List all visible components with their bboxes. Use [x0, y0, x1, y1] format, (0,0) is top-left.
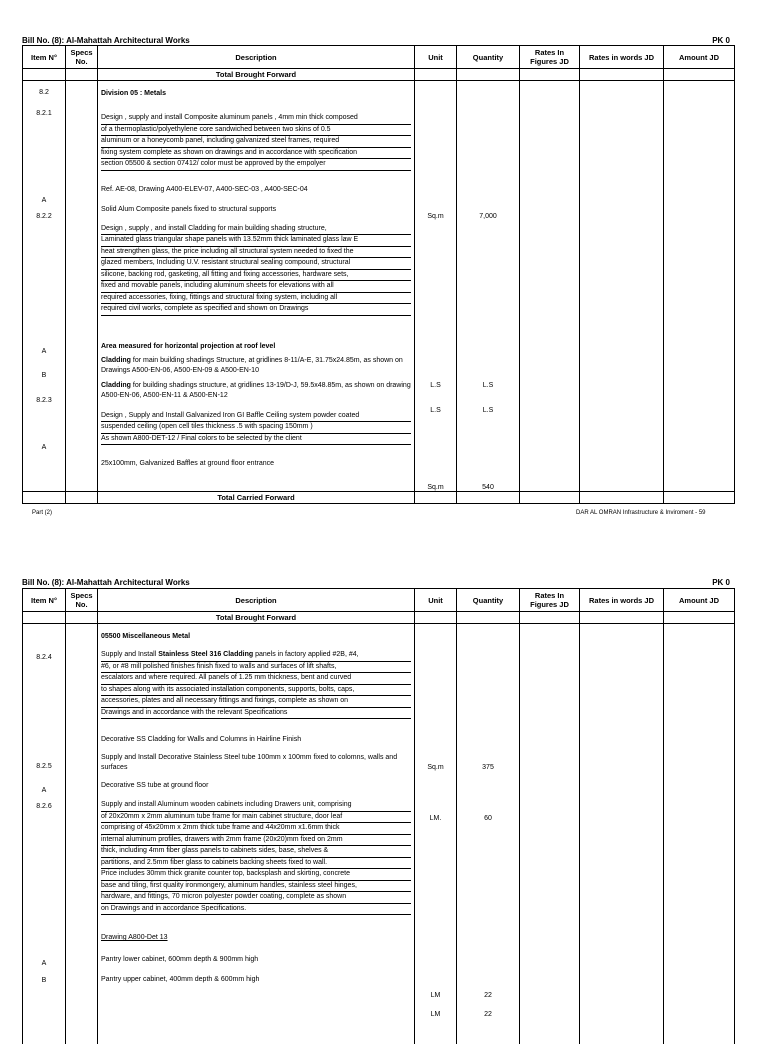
unit-value: LM.: [429, 815, 442, 822]
carried-forward-row: [23, 492, 735, 504]
col-item: Item N°: [23, 46, 66, 69]
unit-value: Sq.m: [427, 764, 444, 771]
section-heading: 05500 Miscellaneous Metal: [101, 633, 191, 640]
item-description: 25x100mm, Galvanized Baffles at ground floor entrance: [101, 460, 275, 467]
unit-value: L.S: [430, 382, 441, 389]
item-number: 8.2.4: [36, 654, 52, 661]
bill-table-page-2: [22, 588, 735, 1044]
quantity-value: 22: [484, 1011, 492, 1018]
col-amount: Amount JD: [664, 589, 735, 612]
col-quantity: Quantity: [457, 46, 520, 69]
unit-value: Sq.m: [427, 484, 444, 491]
table-row: [23, 624, 735, 1044]
col-rates-figures: Rates In Figures JD: [520, 46, 580, 69]
item-description: Solid Alum Composite panels fixed to structural supports: [101, 205, 277, 213]
item-number: 8.2: [39, 89, 49, 96]
item-description-8-2-2: Design , supply , and install Cladding for main building shading structure, Laminated glass triangular shape panels with 13.52mm thick laminated glass law E heat strengthen glass, the price including all structural system needed to fixed the glazed members, Including U.V. resistant structural sealing compound, structural silicone, backing rod, gasketing, all fitting and fixing accessories, hardware sets, fixed and movable panels, including aluminum sheets for elevations with all required accessories, fixing, fittings and structural fixing system, including all required civil works, complete as specified and shown on Drawings: [101, 224, 411, 316]
unit-value: Sq.m: [427, 213, 444, 220]
col-unit: Unit: [415, 46, 457, 69]
item-description: Cladding for main building shadings Structure, at gridlines 8-11/A-E, 31.75x24.85m, as shown on Drawings A500-EN-06, A500-EN-09 & A500-EN-10: [101, 356, 403, 374]
col-description: Description: [98, 589, 415, 612]
table-row: [23, 81, 735, 492]
item-description: Decorative SS Cladding for Walls and Columns in Hairline Finish: [101, 736, 302, 743]
area-note: Area measured for horizontal projection at roof level: [101, 342, 276, 350]
item-description-8-2-4: Supply and Install Stainless Steel 316 Cladding panels in factory applied #2B, #4, #6, or #8 mill polished finishes finish fixed to walls and surfaces of lift shafts, escalators and where required. All panels of 1.25 mm thickness, bent and curved to shapes along with its associated installation components, supports, bolts, caps, accessories, plates and all necessary fittings and fixings, complete as shown on Drawings and in accordance with the relevant Specifications: [101, 650, 411, 719]
table-header-row: [23, 589, 735, 612]
item-description: Pantry upper cabinet, 400mm depth & 600mm high: [101, 976, 260, 983]
bill-table-page-1: [22, 45, 735, 504]
col-specs: Specs No.: [66, 589, 98, 612]
item-number: A: [41, 197, 47, 204]
col-quantity: Quantity: [457, 589, 520, 612]
item-description: Pantry lower cabinet, 600mm depth & 900mm high: [101, 956, 259, 963]
unit-value: L.S: [430, 407, 441, 414]
item-number: 8.2.5: [36, 763, 52, 770]
brought-forward-label: Total Brought Forward: [98, 69, 415, 81]
quantity-value: 7,000: [479, 213, 497, 220]
brought-forward-row: [23, 69, 735, 81]
division-heading: Division 05 : Metals: [101, 90, 166, 97]
carried-forward-label: Total Carried Forward: [98, 492, 415, 504]
col-item: Item N°: [23, 589, 66, 612]
brought-forward-row: [23, 612, 735, 624]
col-rates-words: Rates in words JD: [580, 589, 664, 612]
item-number: B: [41, 372, 47, 379]
item-number: 8.2.6: [36, 803, 52, 810]
unit-value: LM: [430, 992, 441, 999]
col-specs: Specs No.: [66, 46, 98, 69]
reference-text: Ref. AE-08, Drawing A400-ELEV-07, A400-SEC-03 , A400-SEC-04: [101, 185, 308, 193]
bill-title: Bill No. (8): Al-Mahattah Architectural Works: [22, 36, 190, 45]
item-number: 8.2.3: [36, 397, 52, 404]
item-number: 8.2.1: [36, 110, 52, 117]
quantity-value: L.S: [482, 407, 494, 414]
quantity-value: 375: [482, 764, 494, 771]
quantity-value: 540: [482, 484, 494, 491]
bill-title: Bill No. (8): Al-Mahattah Architectural Works: [22, 578, 190, 587]
item-number: A: [41, 960, 47, 967]
item-number: B: [41, 977, 47, 984]
quantity-value: 22: [484, 992, 492, 999]
item-number: A: [41, 348, 47, 355]
pk-label: PK 0: [712, 578, 730, 587]
drawing-reference: Drawing A800-Det 13: [101, 934, 168, 941]
table-header-row: [23, 46, 735, 69]
col-rates-figures: Rates In Figures JD: [520, 589, 580, 612]
quantity-value: L.S: [482, 382, 494, 389]
item-description: Supply and Install Decorative Stainless Steel tube 100mm x 100mm fixed to colomns, walls and surfaces: [101, 754, 398, 771]
item-description: Cladding for building shadings structure, at gridlines 13-19/D-J, 59.5x48.85m, as shown on drawing A500-EN-06, A500-EN-11 & A500-EN-12: [101, 381, 411, 399]
col-rates-words: Rates in words JD: [580, 46, 664, 69]
item-number: A: [41, 444, 47, 451]
item-number: A: [41, 787, 47, 794]
col-unit: Unit: [415, 589, 457, 612]
item-description: Decorative SS tube at ground floor: [101, 782, 209, 789]
item-description-8-2-6: Supply and install Aluminum wooden cabinets including Drawers unit, comprising of 20x20mm x 2mm aluminum tube frame for main cabinet structure, door leaf comprising of 45x20mm x 2mm thick tube frame and 44x20mm x1.6mm thick internal aluminum profiles, drawers with 2mm frame (20x20)mm fixed on 2mm thick, including 4mm fiber glass panels to cabinets sides, base, shelves & partitions, and 2.5mm fiber glass to cabinets backing sheets fixed to wall. Price includes 30mm thick granite counter top, backsplash and skirting, concrete base and tiling, first quality ironmongery, aluminum handles, stainless steel hinges, hardware, and fittings, 70 micron polyester powder coating, complete as shown on Drawings and in accordance Specifications.: [101, 800, 411, 915]
brought-forward-label: Total Brought Forward: [98, 612, 415, 624]
quantity-value: 60: [484, 815, 492, 822]
col-description: Description: [98, 46, 415, 69]
item-description-8-2-1: Design , supply and install Composite aluminum panels , 4mm min thick composed of a thermoplastic/polyethylene core sandwiched between two skins of 0.5 aluminum or a honeycomb panel, including galvanized steel frames, required fixing system complete as shown on drawings and in accordance with specification section 05500 & section 07412/ color must be approved by the empolyer: [101, 113, 411, 171]
footer-right: DAR AL OMRAN Infrastructure & Inviroment - 59: [576, 510, 706, 516]
item-number: 8.2.2: [36, 213, 52, 220]
pk-label: PK 0: [712, 36, 730, 45]
item-description-8-2-3: Design , Supply and Install Galvanized Iron GI Baffle Ceiling system powder coated suspended ceiling (open cell tiles thickness .5 with spacing 150mm ) As shown A800-DET-12 / Final colors to be selected by the client: [101, 411, 411, 446]
unit-value: LM: [430, 1011, 441, 1018]
footer-left: Part (2): [32, 510, 53, 516]
col-amount: Amount JD: [664, 46, 735, 69]
